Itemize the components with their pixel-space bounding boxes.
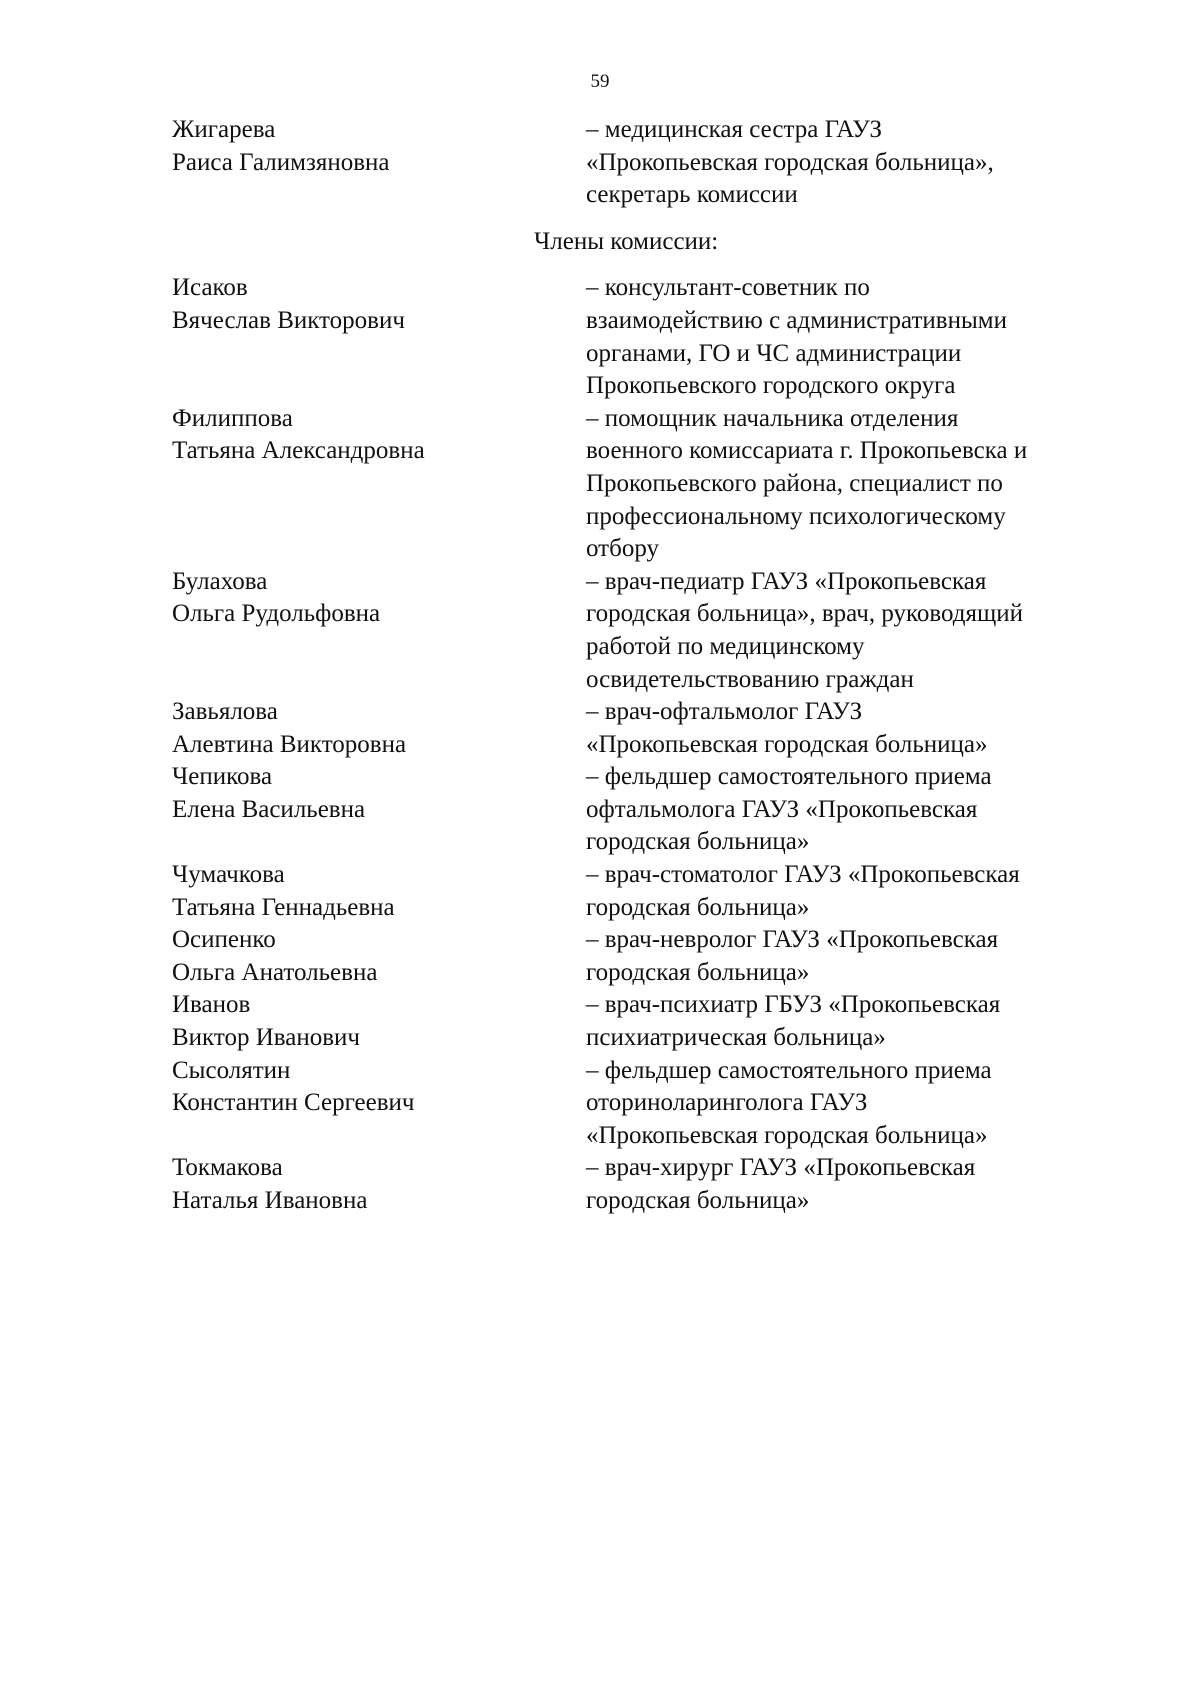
name-line: Татьяна Геннадьевна — [172, 893, 395, 921]
name-line: Исаков — [172, 274, 248, 302]
member-name — [172, 566, 586, 696]
name-line: Татьяна Александровна — [172, 437, 425, 465]
name-line: Жигарева — [172, 116, 276, 143]
name-line: Завьялова — [172, 698, 278, 726]
role-line: Прокопьевского городского округа — [586, 372, 956, 400]
name-line: Сысолятин — [172, 1056, 291, 1084]
role-line: городская больница», врач, руководящий — [586, 600, 1023, 628]
member-entry-chepikova — [172, 761, 1112, 859]
role-line: – консультант-советник по — [586, 274, 870, 302]
member-role — [586, 1152, 1112, 1217]
member-role — [586, 403, 1112, 566]
role-line: оториноларинголога ГАУЗ — [586, 1089, 868, 1117]
name-line: Токмакова — [172, 1154, 283, 1182]
role-line: – врач-хирург ГАУЗ «Прокопьевская — [586, 1154, 976, 1182]
role-line: городская больница» — [586, 893, 810, 921]
member-role — [586, 859, 1112, 924]
name-line: Алевтина Викторовна — [172, 730, 407, 758]
member-entry-sysolyatin — [172, 1055, 1112, 1153]
role-line: психиатрическая больница» — [586, 1024, 886, 1052]
member-role — [586, 989, 1112, 1054]
name-line: Константин Сергеевич — [172, 1089, 415, 1117]
commission-list — [172, 114, 1112, 1218]
role-line: – врач-психиатр ГБУЗ «Прокопьевская — [586, 991, 1001, 1019]
member-name — [172, 1152, 586, 1217]
member-name — [172, 761, 586, 859]
role-line: – медицинская сестра ГАУЗ — [586, 116, 883, 143]
role-line: органами, ГО и ЧС администрации — [586, 339, 962, 367]
role-line: – фельдшер самостоятельного приема — [586, 763, 992, 791]
role-line: – врач-педиатр ГАУЗ «Прокопьевская — [586, 567, 987, 595]
members-heading: Члены комиссии: — [534, 227, 719, 255]
member-role — [586, 761, 1112, 859]
name-line: Вячеслав Викторович — [172, 306, 405, 334]
role-line: городская больница» — [586, 958, 810, 986]
member-entry-ivanov — [172, 989, 1112, 1054]
role-line: – фельдшер самостоятельного приема — [586, 1056, 992, 1084]
member-role — [586, 1055, 1112, 1153]
role-line: взаимодействию с административными — [586, 306, 1007, 334]
name-line: Чепикова — [172, 763, 273, 791]
member-role — [586, 696, 1112, 761]
name-line: Ольга Анатольевна — [172, 958, 378, 986]
member-entry-zavyalova — [172, 696, 1112, 761]
role-line: – помощник начальника отделения — [586, 404, 959, 432]
role-line: городская больница» — [586, 828, 810, 856]
role-line: «Прокопьевская городская больница» — [586, 730, 988, 758]
member-entry-filippova — [172, 403, 1112, 566]
member-role — [586, 272, 1112, 402]
role-line: профессиональному психологическому — [586, 502, 1006, 530]
secretary-entry — [172, 114, 1112, 212]
member-role — [586, 924, 1112, 989]
member-entry-tokmakova — [172, 1152, 1112, 1217]
role-line: – врач-офтальмолог ГАУЗ — [586, 698, 863, 726]
member-name — [172, 859, 586, 924]
name-line: Чумачкова — [172, 861, 285, 889]
member-name — [172, 924, 586, 989]
role-line: секретарь комиссии — [586, 181, 798, 209]
member-entry-bulakhova — [172, 566, 1112, 696]
role-line: работой по медицинскому — [586, 632, 865, 660]
role-line: офтальмолога ГАУЗ «Прокопьевская — [586, 795, 978, 823]
member-name — [172, 696, 586, 761]
name-line: Булахова — [172, 567, 268, 595]
role-line: отбору — [586, 535, 659, 563]
role-line: Прокопьевского района, специалист по — [586, 469, 1003, 497]
secretary-role — [586, 114, 1112, 212]
name-line: Раиса Галимзяновна — [172, 148, 390, 176]
role-line: «Прокопьевская городская больница», — [586, 148, 994, 176]
member-name — [172, 403, 586, 566]
name-line: Виктор Иванович — [172, 1024, 360, 1052]
member-entry-isakov — [172, 272, 1112, 402]
name-line: Филиппова — [172, 404, 293, 432]
name-line: Иванов — [172, 991, 251, 1019]
name-line: Осипенко — [172, 926, 276, 954]
member-name — [172, 272, 586, 402]
member-entry-osipenko — [172, 924, 1112, 989]
page-number: 59 — [590, 71, 610, 92]
member-name — [172, 989, 586, 1054]
role-line: военного комиссариата г. Прокопьевска и — [586, 437, 1028, 465]
member-role — [586, 566, 1112, 696]
role-line: – врач-стоматолог ГАУЗ «Прокопьевская — [586, 861, 1020, 889]
secretary-name — [172, 114, 586, 212]
name-line: Елена Васильевна — [172, 795, 366, 823]
name-line: Ольга Рудольфовна — [172, 600, 381, 628]
name-line: Наталья Ивановна — [172, 1187, 368, 1214]
role-line: – врач-невролог ГАУЗ «Прокопьевская — [586, 926, 999, 954]
member-entry-chumachkova — [172, 859, 1112, 924]
role-line: «Прокопьевская городская больница» — [586, 1121, 988, 1149]
role-line: освидетельствованию граждан — [586, 665, 914, 693]
role-line: городская больница» — [586, 1187, 810, 1214]
member-name — [172, 1055, 586, 1153]
